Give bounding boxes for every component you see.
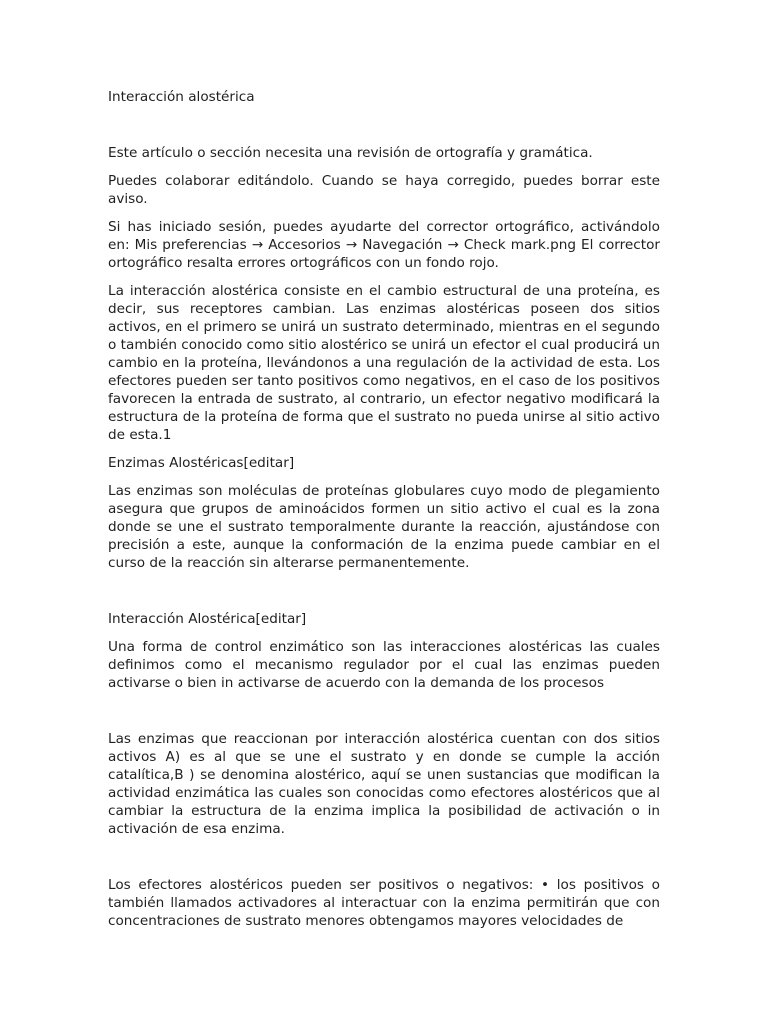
document-title: Interacción alostérica	[108, 89, 255, 105]
spellcheck-notice: Si has iniciado sesión, puedes ayudarte del corrector ortográfico, activándolo en: Mis preferencias → Accesorios → Navegación → Check mark.png El corrector ortográfico resalta errores ortográficos con un fondo rojo.	[108, 219, 660, 271]
section-heading-interaction: Interacción Alostérica[editar]	[108, 611, 307, 627]
active-sites-paragraph: Las enzimas que reaccionan por interacción alostérica cuentan con dos sitios activos A) es al que se une el sustrato y en donde se cumple la acción catalítica,B ) se denomina alostérico, aquí se unen sustancias que modifican la actividad enzimática las cuales son conocidas como efectores alostéricos que al cambiar la estructura de la enzima implica la posibilidad de activación o in activación de esa enzima.	[108, 731, 660, 837]
control-paragraph: Una forma de control enzimático son las interacciones alostéricas las cuales definimos como el mecanismo regulador por el cual las enzimas pueden activarse o bien in activarse de acuerdo con la demanda de los procesos	[108, 639, 660, 691]
edit-notice: Puedes colaborar editándolo. Cuando se haya corregido, puedes borrar este aviso.	[108, 173, 660, 207]
section-heading-enzymes: Enzimas Alostéricas[editar]	[108, 455, 295, 471]
revision-notice: Este artículo o sección necesita una revisión de ortografía y gramática.	[108, 145, 593, 161]
enzymes-paragraph: Las enzimas son moléculas de proteínas globulares cuyo modo de plegamiento asegura que grupos de aminoácidos formen un sitio activo el cual es la zona donde se une el sustrato temporalmente durante la reacción, ajustándose con precisión a este, aunque la conformación de la enzima puede cambiar en el curso de la reacción sin alterarse permanentemente.	[108, 483, 660, 571]
intro-paragraph: La interacción alostérica consiste en el cambio estructural de una proteína, es decir, sus receptores cambian. Las enzimas alostéricas poseen dos sitios activos, en el primero se unirá un sustrato determinado, mientras en el segundo o también conocido como sitio alostérico se unirá un efector el cual producirá un cambio en la proteína, llevándonos a una regulación de la actividad de esta. Los efectores pueden ser tanto positivos como negativos, en el caso de los positivos favorecen la entrada de sustrato, al contrario, un efector negativo modificará la estructura de la proteína de forma que el sustrato no pueda unirse al sitio activo de esta.1	[108, 283, 660, 443]
effectors-paragraph: Los efectores alostéricos pueden ser positivos o negativos: • los positivos o también llamados activadores al interactuar con la enzima permitirán que con concentraciones de sustrato menores obtengamos mayores velocidades de	[108, 877, 660, 929]
